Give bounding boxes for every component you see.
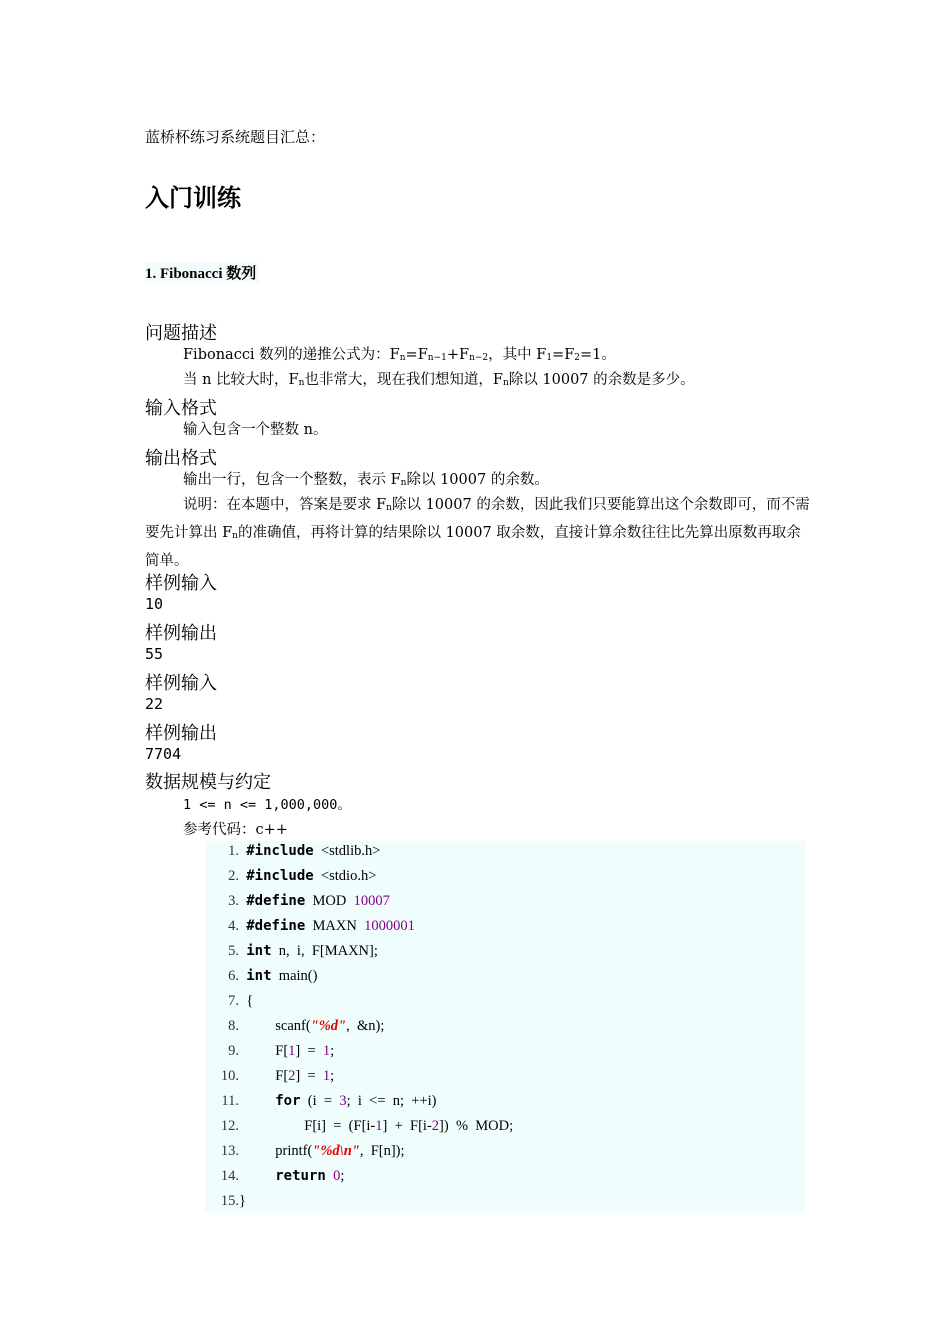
code-line: 4. #define MAXN 1000001 [228, 918, 415, 934]
code-line: 14. return 0; [220, 1168, 345, 1184]
output-note: 说明：在本题中，答案是要求 $F_n$除以 10007 的余数，因此我们只要能算出这个余数即可，而不需要先计算出 $F_n$的准确值，再将计算的结果除以 10007 取余数，直接计算余数往往比先算出原数再取余简单。 [145, 497, 810, 569]
sample-input-heading-1: 样例输入 [145, 573, 217, 594]
code-line: 6. int main() [228, 968, 318, 984]
intro-text: 蓝桥杯练习系统题目汇总： [145, 128, 326, 146]
code-line: 8. scanf("%d", &n); [228, 1018, 385, 1034]
code-line: 2. #include <stdio.h> [228, 868, 377, 884]
code-line: 11. for (i = 3; i <= n; ++i) [221, 1093, 437, 1109]
description-line-1: Fibonacci 数列的递推公式为：$F_n=F_{n-1}+F_{n-2}$，其中 $F_1=F_2=1$。 [183, 347, 616, 363]
problem-title: 1. Fibonacci 数列 [145, 262, 259, 283]
constraints-text: 1 <= n <= 1,000,000。 [183, 797, 351, 813]
code-line: 15.} [220, 1193, 246, 1209]
sample-input-heading-2: 样例输入 [145, 673, 217, 694]
sample-input-2: 22 [145, 695, 164, 713]
code-line: 10. F[2] = 1; [220, 1068, 335, 1084]
sample-output-heading-1: 样例输出 [145, 623, 217, 644]
constraints-heading: 数据规模与约定 [145, 772, 271, 793]
section-heading: 入门训练 [145, 184, 241, 212]
code-line: 9. F[1] = 1; [228, 1043, 335, 1059]
sample-output-1: 55 [145, 645, 164, 663]
sample-output-2: 7704 [145, 745, 182, 763]
code-line: 5. int n, i, F[MAXN]; [228, 943, 378, 959]
sample-input-1: 10 [145, 595, 164, 613]
code-block [205, 841, 805, 1213]
description-line-2: 当 n 比较大时，$F_n$也非常大，现在我们想知道，$F_n$除以 10007 的余数是多少。 [183, 372, 695, 388]
code-line: 1. #include <stdlib.h> [228, 843, 381, 859]
code-line: 7. { [228, 993, 254, 1009]
code-line: 3. #define MOD 10007 [228, 893, 390, 909]
input-format-heading: 输入格式 [145, 398, 217, 419]
reference-code-label: 参考代码：c++ [183, 822, 288, 838]
code-line: 12. F[i] = (F[i-1] + F[i-2]) % MOD; [220, 1118, 514, 1134]
code-line: 13. printf("%d\n", F[n]); [220, 1143, 405, 1159]
output-format-text: 输出一行，包含一个整数，表示 $F_n$除以 10007 的余数。 [183, 472, 549, 488]
output-format-heading: 输出格式 [145, 448, 217, 469]
description-heading: 问题描述 [145, 323, 217, 344]
sample-output-heading-2: 样例输出 [145, 723, 217, 744]
input-format-text: 输入包含一个整数 n。 [183, 422, 328, 438]
